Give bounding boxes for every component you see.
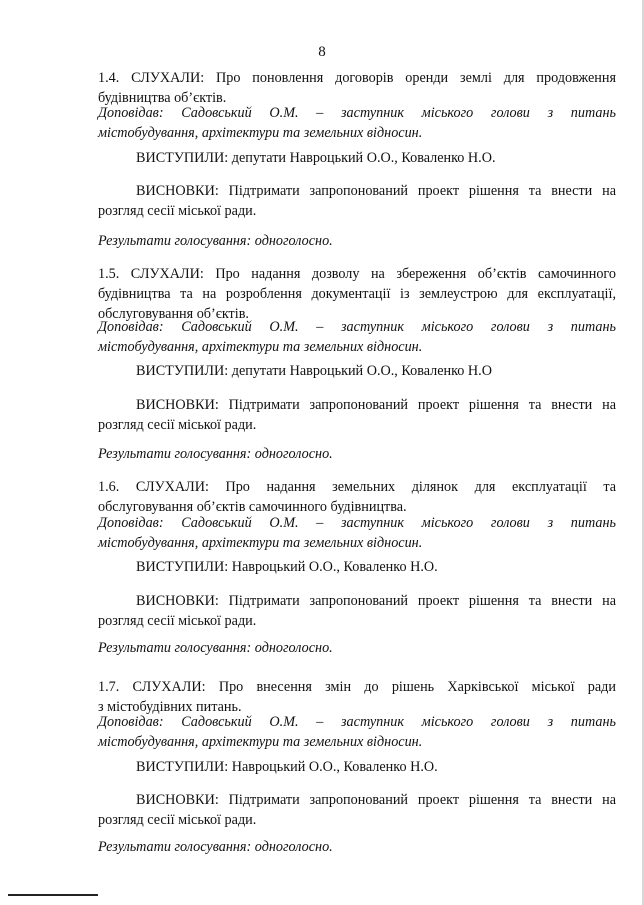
item-1-5-vote: Результати голосування: одноголосно. xyxy=(98,446,333,462)
item-1-6-reporter xyxy=(98,513,616,553)
heard-line: 1.5. СЛУХАЛИ: Про надання дозволу на збереження об’єктів самочинного xyxy=(98,266,616,282)
page-number: 8 xyxy=(318,44,326,60)
conclusion-line: розгляд сесії міської ради. xyxy=(98,203,257,219)
item-1-4-conclusion xyxy=(98,181,616,221)
heard-line: 1.7. СЛУХАЛИ: Про внесення змін до рішень Харківської міської ради xyxy=(98,679,616,695)
item-1-7-conclusion xyxy=(98,790,616,830)
heard-line: 1.6. СЛУХАЛИ: Про надання земельних ділянок для експлуатації та xyxy=(98,479,616,495)
conclusion-line: розгляд сесії міської ради. xyxy=(98,613,257,629)
conclusion-line: ВИСНОВКИ: Підтримати запропонований проект рішення та внести на xyxy=(136,183,616,199)
item-1-6-speakers: ВИСТУПИЛИ: Навроцький О.О., Коваленко Н.О. xyxy=(136,559,438,575)
reporter-line: містобудування, архітектури та земельних відносин. xyxy=(98,125,423,141)
reporter-line: містобудування, архітектури та земельних відносин. xyxy=(98,535,423,551)
item-1-4-speakers: ВИСТУПИЛИ: депутати Навроцький О.О., Коваленко Н.О. xyxy=(136,150,496,166)
heard-line: з містобудівних питань. xyxy=(98,699,242,715)
item-1-7-reporter xyxy=(98,712,616,752)
reporter-line: містобудування, архітектури та земельних відносин. xyxy=(98,734,423,750)
footer-rule xyxy=(8,894,98,896)
item-1-4-heard xyxy=(98,68,616,108)
reporter-line: містобудування, архітектури та земельних відносин. xyxy=(98,339,423,355)
item-1-6-conclusion xyxy=(98,591,616,631)
reporter-line: Доповідав: Садовський О.М. – заступник міського голови з питань xyxy=(98,714,616,730)
item-1-4-reporter xyxy=(98,103,616,143)
conclusion-line: розгляд сесії міської ради. xyxy=(98,417,257,433)
item-1-5-heard xyxy=(98,264,616,324)
item-1-5-speakers: ВИСТУПИЛИ: депутати Навроцький О.О., Коваленко Н.О xyxy=(136,363,492,379)
heard-line: 1.4. СЛУХАЛИ: Про поновлення договорів оренди землі для продовження xyxy=(98,70,616,86)
item-1-4-vote: Результати голосування: одноголосно. xyxy=(98,233,333,249)
heard-line: обслуговування об’єктів. xyxy=(98,306,249,322)
item-1-5-reporter xyxy=(98,317,616,357)
heard-line: будівництва об’єктів. xyxy=(98,90,227,106)
conclusion-line: ВИСНОВКИ: Підтримати запропонований проект рішення та внести на xyxy=(136,593,616,609)
conclusion-line: ВИСНОВКИ: Підтримати запропонований проект рішення та внести на xyxy=(136,397,616,413)
item-1-7-vote: Результати голосування: одноголосно. xyxy=(98,839,333,855)
reporter-line: Доповідав: Садовський О.М. – заступник міського голови з питань xyxy=(98,105,616,121)
item-1-6-heard xyxy=(98,477,616,517)
heard-line: обслуговування об’єктів самочинного будівництва. xyxy=(98,499,407,515)
item-1-7-speakers: ВИСТУПИЛИ: Навроцький О.О., Коваленко Н.О. xyxy=(136,759,438,775)
item-1-5-conclusion xyxy=(98,395,616,435)
reporter-line: Доповідав: Садовський О.М. – заступник міського голови з питань xyxy=(98,515,616,531)
conclusion-line: ВИСНОВКИ: Підтримати запропонований проект рішення та внести на xyxy=(136,792,616,808)
item-1-7-heard xyxy=(98,677,616,717)
reporter-line: Доповідав: Садовський О.М. – заступник міського голови з питань xyxy=(98,319,616,335)
heard-line: будівництва та на розроблення документації із землеустрою для експлуатації, xyxy=(98,286,616,302)
conclusion-line: розгляд сесії міської ради. xyxy=(98,812,257,828)
item-1-6-vote: Результати голосування: одноголосно. xyxy=(98,640,333,656)
